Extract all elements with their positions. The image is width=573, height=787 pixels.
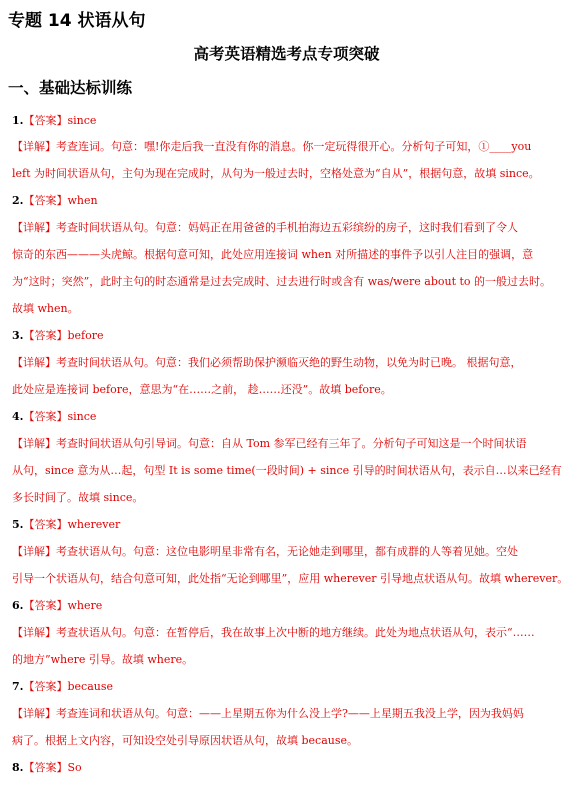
item-number: 8. xyxy=(12,761,24,774)
detail-line: left 为时间状语从句，主句为现在完成时，从句为一般过去时，空格处意为“自从”，根据句意，故填 since。 xyxy=(12,167,540,180)
detail-line: 【详解】考查时间状语从句。句意：我们必须帮助保护濒临灭绝的野生动物，以免为时已晚。 根据句意， xyxy=(12,356,522,369)
answer-text: 【答案】wherever xyxy=(23,518,121,531)
detail-line: 【详解】考查时间状语从句。句意：妈妈正在用爸爸的手机拍海边五彩缤纷的房子，这时我们看到了令人 xyxy=(12,221,518,234)
item-number: 2. xyxy=(12,194,24,207)
answer-line xyxy=(12,329,104,343)
answer-text: 【答案】So xyxy=(23,761,82,774)
answer-text: 【答案】before xyxy=(23,329,104,342)
answer-text: 【答案】since xyxy=(23,114,97,127)
topic-title: 专题 14 状语从句 xyxy=(8,11,146,31)
item-number: 3. xyxy=(12,329,24,342)
answer-line xyxy=(12,410,96,424)
item-number: 4. xyxy=(12,410,24,423)
item-number: 5. xyxy=(12,518,24,531)
answer-line xyxy=(12,761,82,775)
answer-line xyxy=(12,680,113,694)
detail-line: 故填 when。 xyxy=(12,302,79,315)
detail-line: 【详解】考查时间状语从句引导词。句意：自从 Tom 参军已经有三年了。分析句子可知这是一个时间状语 xyxy=(12,437,527,450)
answer-text: 【答案】where xyxy=(23,599,103,612)
answer-text: 【答案】since xyxy=(23,410,97,423)
item-number: 7. xyxy=(12,680,24,693)
detail-line: 【详解】考查连词。句意：嘿!你走后我一直没有你的消息。你一定玩得很开心。分析句子可知，①____you xyxy=(12,140,532,153)
item-number: 6. xyxy=(12,599,24,612)
detail-line: 从句，since 意为从…起，句型 It is some time(一段时间) + since 引导的时间状语从句，表示自…以来已经有 xyxy=(12,464,562,477)
answer-line xyxy=(12,114,96,128)
answer-text: 【答案】because xyxy=(23,680,113,693)
answer-line xyxy=(12,194,98,208)
answer-line xyxy=(12,599,102,613)
section-heading: 一、基础达标训练 xyxy=(8,79,133,97)
answer-line xyxy=(12,518,120,532)
item-number: 1. xyxy=(12,114,24,127)
answer-text: 【答案】when xyxy=(23,194,98,207)
detail-line: 病了。根据上文内容，可知设空处引导原因状语从句，故填 because。 xyxy=(12,734,359,747)
detail-line: 【详解】考查连词和状语从句。句意：——上星期五你为什么没上学?——上星期五我没上学，因为我妈妈 xyxy=(12,707,524,720)
document-title: 高考英语精选考点专项突破 xyxy=(193,45,380,63)
detail-line: 【详解】考查状语从句。句意：这位电影明星非常有名，无论她走到哪里，都有成群的人等着见她。空处 xyxy=(12,545,518,558)
detail-line: 的地方”where 引导。故填 where。 xyxy=(12,653,194,666)
detail-line: 此处应是连接词 before，意思为“在……之前， 趁……还没”。故填 before。 xyxy=(12,383,392,396)
detail-line: 引导一个状语从句，结合句意可知，此处指“无论到哪里”，应用 wherever 引导地点状语从句。故填 wherever。 xyxy=(12,572,569,585)
detail-line: 惊奇的东西———头虎鲸。根据句意可知，此处应用连接词 when 对所描述的事件予以引人注目的强调，意 xyxy=(12,248,534,261)
detail-line: 多长时间了。故填 since。 xyxy=(12,491,144,504)
detail-line: 【详解】考查状语从句。句意：在暂停后，我在故事上次中断的地方继续。此处为地点状语从句，表示“…… xyxy=(12,626,535,639)
detail-line: 为“这时；突然”，此时主句的时态通常是过去完成时、过去进行时或含有 was/were about to 的一般过去时。 xyxy=(12,275,552,288)
